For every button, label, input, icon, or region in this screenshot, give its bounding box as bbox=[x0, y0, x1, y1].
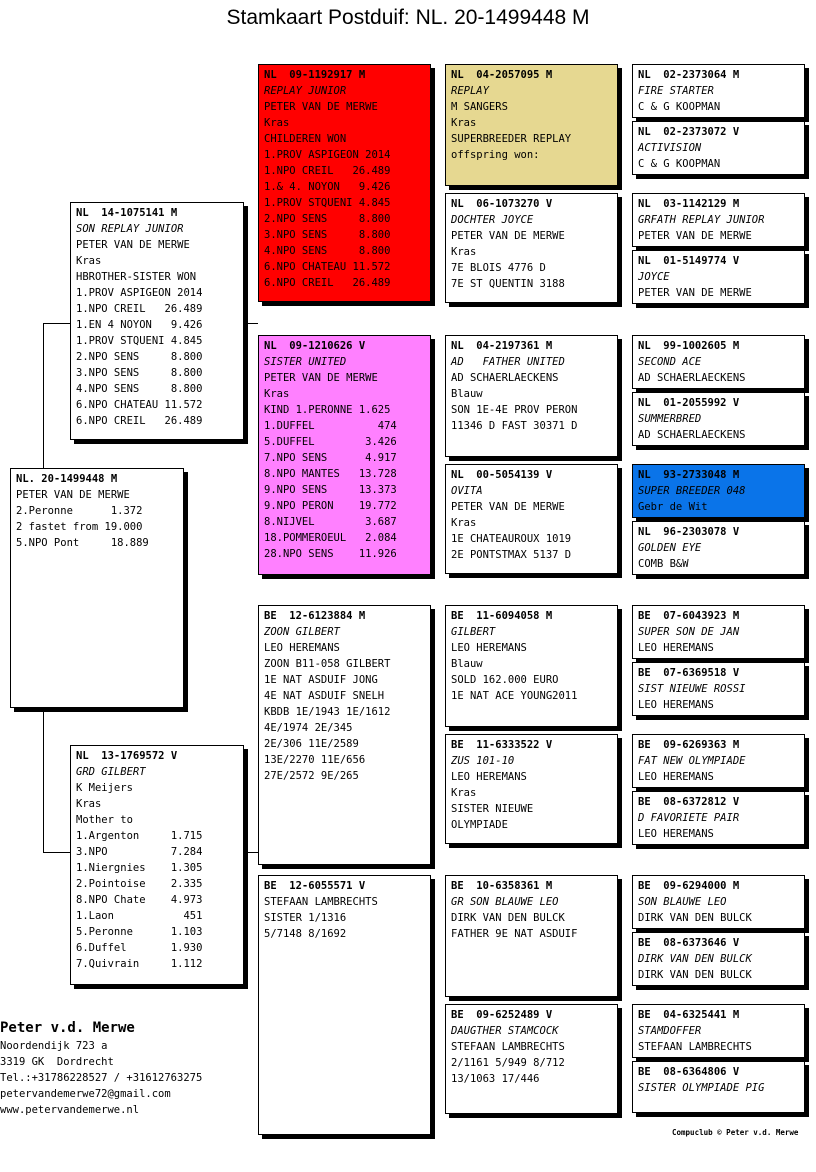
card-line: Kras bbox=[451, 117, 477, 129]
great-great-grandparent-card bbox=[632, 662, 805, 716]
card-line: COMB B&W bbox=[638, 558, 689, 570]
ring-number: BE 11-6333522 V bbox=[451, 739, 553, 751]
card-line: Mother to bbox=[76, 814, 133, 826]
connector-line bbox=[244, 852, 258, 853]
ring-number: NL 04-2057095 M bbox=[451, 69, 553, 81]
card-line: PETER VAN DE MERWE bbox=[638, 287, 752, 299]
card-line: LEO HEREMANS bbox=[638, 699, 714, 711]
pigeon-name: STAMDOFFER bbox=[638, 1025, 702, 1037]
great-great-grandparent-card bbox=[632, 392, 805, 446]
card-line: 1.EN 4 NOYON 9.426 bbox=[76, 319, 203, 331]
card-line: PETER VAN DE MERWE bbox=[451, 230, 565, 242]
card-line: 3.NPO 7.284 bbox=[76, 846, 203, 858]
pigeon-name: FAT NEW OLYMPIADE bbox=[638, 755, 746, 767]
pigeon-name: GOLDEN EYE bbox=[638, 542, 702, 554]
card-line: 8.NPO Chate 4.973 bbox=[76, 894, 203, 906]
card-line: 18.POMMEROEUL 2.084 bbox=[264, 532, 397, 544]
card-line: KIND 1.PERONNE 1.625 bbox=[264, 404, 391, 416]
ring-number: NL 01-2055992 V bbox=[638, 397, 740, 409]
card-line: LEO HEREMANS bbox=[638, 642, 714, 654]
ring-number: NL. 20-1499448 M bbox=[16, 473, 118, 485]
great-grandparent-card bbox=[445, 335, 618, 457]
card-line: KBDB 1E/1943 1E/1612 bbox=[264, 706, 391, 718]
card-line: SON 1E-4E PROV PERON bbox=[451, 404, 578, 416]
card-line: 1.PROV ASPIGEON 2014 bbox=[264, 149, 391, 161]
page-title: Stamkaart Postduif: NL. 20-1499448 M bbox=[226, 6, 590, 29]
owner-name: Peter v.d. Merwe bbox=[0, 1020, 135, 1036]
pigeon-name: SIST NIEUWE ROSSI bbox=[638, 683, 746, 695]
card-line: PETER VAN DE MERWE bbox=[16, 489, 130, 501]
card-line: CHILDEREN WON bbox=[264, 133, 347, 145]
pigeon-name: REPLAY JUNIOR bbox=[264, 85, 347, 97]
card-line: 8.NIJVEL 3.687 bbox=[264, 516, 397, 528]
ring-number: NL 13-1769572 V bbox=[76, 750, 178, 762]
card-line: SISTER NIEUWE bbox=[451, 803, 534, 815]
ring-number: NL 01-5149774 V bbox=[638, 255, 740, 267]
ring-number: BE 09-6269363 M bbox=[638, 739, 740, 751]
pigeon-name: SUMMERBRED bbox=[638, 413, 702, 425]
card-line: 1.NPO CREIL 26.489 bbox=[76, 303, 203, 315]
pigeon-name: GRFATH REPLAY JUNIOR bbox=[638, 214, 765, 226]
card-line: Blauw bbox=[451, 658, 483, 670]
connector-line bbox=[43, 323, 70, 324]
card-line: FATHER 9E NAT ASDUIF bbox=[451, 928, 578, 940]
pigeon-name: ZOON GILBERT bbox=[264, 626, 340, 638]
card-line: 27E/2572 9E/265 bbox=[264, 770, 359, 782]
card-line: K Meijers bbox=[76, 782, 133, 794]
pigeon-name: SISTER OLYMPIADE PIG bbox=[638, 1082, 765, 1094]
pigeon-name: GR SON BLAUWE LEO bbox=[451, 896, 559, 908]
pigeon-name: JOYCE bbox=[638, 271, 670, 283]
pigeon-name: SUPER BREEDER 048 bbox=[638, 485, 746, 497]
owner-contact bbox=[0, 1018, 202, 1118]
card-line: Gebr de Wit bbox=[638, 501, 708, 513]
card-line: 1E NAT ASDUIF JONG bbox=[264, 674, 378, 686]
card-line: LEO HEREMANS bbox=[638, 828, 714, 840]
ring-number: NL 14-1075141 M bbox=[76, 207, 178, 219]
card-line: AD SCHAERLAECKENS bbox=[638, 429, 746, 441]
card-line: 4E/1974 2E/345 bbox=[264, 722, 353, 734]
pigeon-name: ZUS 101-10 bbox=[451, 755, 515, 767]
great-grandparent-card bbox=[445, 193, 618, 303]
card-line: 5/7148 8/1692 bbox=[264, 928, 347, 940]
ring-number: NL 93-2733048 M bbox=[638, 469, 740, 481]
card-line: Kras bbox=[451, 246, 477, 258]
pigeon-name: AD FATHER UNITED bbox=[451, 356, 565, 368]
card-line: LEO HEREMANS bbox=[451, 642, 527, 654]
pigeon-name: GILBERT bbox=[451, 626, 496, 638]
card-line: DIRK VAN DEN BULCK bbox=[451, 912, 565, 924]
ring-number: BE 12-6123884 M bbox=[264, 610, 366, 622]
card-line: STEFAAN LAMBRECHTS bbox=[638, 1041, 752, 1053]
ring-number: NL 09-1192917 M bbox=[264, 69, 366, 81]
pigeon-name: ACTIVISION bbox=[638, 142, 702, 154]
great-grandparent-card bbox=[445, 734, 618, 844]
ring-number: BE 10-6358361 M bbox=[451, 880, 553, 892]
great-grandparent-card bbox=[445, 1004, 618, 1114]
card-line: Kras bbox=[264, 117, 290, 129]
pigeon-name: D FAVORIETE PAIR bbox=[638, 812, 740, 824]
card-line: 8.NPO MANTES 13.728 bbox=[264, 468, 397, 480]
card-line: 2 fastet from 19.000 bbox=[16, 521, 143, 533]
mother-card bbox=[70, 745, 244, 985]
card-line: 1E CHATEAUROUX 1019 bbox=[451, 533, 572, 545]
ring-number: BE 08-6372812 V bbox=[638, 796, 740, 808]
ring-number: NL 03-1142129 M bbox=[638, 198, 740, 210]
card-line: 1.Laon 451 bbox=[76, 910, 203, 922]
great-great-grandparent-card bbox=[632, 250, 805, 304]
ring-number: NL 02-2373072 V bbox=[638, 126, 740, 138]
card-line: 6.NPO CHATEAU 11.572 bbox=[76, 399, 203, 411]
grandparent-card bbox=[258, 335, 431, 575]
card-line: 5.DUFFEL 3.426 bbox=[264, 436, 397, 448]
pigeon-name: DIRK VAN DEN BULCK bbox=[638, 953, 752, 965]
pigeon-name: SON BLAUWE LEO bbox=[638, 896, 727, 908]
card-line: C & G KOOPMAN bbox=[638, 158, 721, 170]
pigeon-name: OVITA bbox=[451, 485, 483, 497]
card-line: 2.Peronne 1.372 bbox=[16, 505, 143, 517]
card-line: 7E BLOIS 4776 D bbox=[451, 262, 546, 274]
great-grandparent-card bbox=[445, 875, 618, 997]
card-line: 3.NPO SENS 8.800 bbox=[76, 367, 203, 379]
card-line: Kras bbox=[451, 787, 477, 799]
great-grandparent-card bbox=[445, 64, 618, 186]
owner-contact-line: www.petervandemerwe.nl bbox=[0, 1104, 140, 1116]
grandparent-card bbox=[258, 605, 431, 865]
card-line: AD SCHAERLAECKENS bbox=[451, 372, 559, 384]
card-line: 1.DUFFEL 474 bbox=[264, 420, 397, 432]
pigeon-name: GRD GILBERT bbox=[76, 766, 146, 778]
card-line: C & G KOOPMAN bbox=[638, 101, 721, 113]
connector-line bbox=[43, 323, 44, 468]
great-grandparent-card bbox=[445, 464, 618, 574]
grandparent-card bbox=[258, 875, 431, 1135]
card-line: 1.PROV STQUENI 4.845 bbox=[76, 335, 203, 347]
ring-number: BE 09-6252489 V bbox=[451, 1009, 553, 1021]
owner-contact-line: 3319 GK Dordrecht bbox=[0, 1056, 114, 1068]
great-great-grandparent-card bbox=[632, 64, 805, 118]
grandparent-card bbox=[258, 64, 431, 302]
card-line: AD SCHAERLAECKENS bbox=[638, 372, 746, 384]
card-line: 28.NPO SENS 11.926 bbox=[264, 548, 397, 560]
software-credit: Compuclub © Peter v.d. Merwe bbox=[672, 1128, 799, 1137]
card-line: Kras bbox=[451, 517, 477, 529]
ring-number: BE 11-6094058 M bbox=[451, 610, 553, 622]
card-line: 6.Duffel 1.930 bbox=[76, 942, 203, 954]
card-line: 6.NPO CHATEAU 11.572 bbox=[264, 261, 391, 273]
card-line: 1.PROV ASPIGEON 2014 bbox=[76, 287, 203, 299]
great-great-grandparent-card bbox=[632, 121, 805, 175]
card-line: PETER VAN DE MERWE bbox=[264, 101, 378, 113]
card-line: 4.NPO SENS 8.800 bbox=[76, 383, 203, 395]
ring-number: NL 06-1073270 V bbox=[451, 198, 553, 210]
card-line: PETER VAN DE MERWE bbox=[76, 239, 190, 251]
owner-contact-line: Noordendijk 723 a bbox=[0, 1040, 108, 1052]
great-great-grandparent-card bbox=[632, 464, 805, 518]
card-line: SISTER 1/1316 bbox=[264, 912, 347, 924]
card-line: DIRK VAN DEN BULCK bbox=[638, 912, 752, 924]
card-line: SOLD 162.000 EURO bbox=[451, 674, 559, 686]
card-line: HBROTHER-SISTER WON bbox=[76, 271, 197, 283]
card-line: 9.NPO SENS 13.373 bbox=[264, 484, 397, 496]
owner-contact-line: Tel.:+31786228527 / +31612763275 bbox=[0, 1072, 203, 1084]
card-line: 7.NPO SENS 4.917 bbox=[264, 452, 397, 464]
card-line: 1.PROV STQUENI 4.845 bbox=[264, 197, 391, 209]
connector-line bbox=[244, 323, 258, 324]
card-line: Kras bbox=[76, 798, 102, 810]
pigeon-name: SUPER SON DE JAN bbox=[638, 626, 740, 638]
card-line: 4E NAT ASDUIF SNELH bbox=[264, 690, 385, 702]
great-grandparent-card bbox=[445, 605, 618, 727]
card-line: 6.NPO CREIL 26.489 bbox=[264, 277, 391, 289]
ring-number: BE 09-6294000 M bbox=[638, 880, 740, 892]
card-line: 2.Pointoise 2.335 bbox=[76, 878, 203, 890]
subject-pigeon-card bbox=[10, 468, 184, 708]
ring-number: NL 99-1002605 M bbox=[638, 340, 740, 352]
great-great-grandparent-card bbox=[632, 1061, 805, 1113]
card-line: STEFAAN LAMBRECHTS bbox=[451, 1041, 565, 1053]
pigeon-name: SON REPLAY JUNIOR bbox=[76, 223, 184, 235]
card-line: 2.NPO SENS 8.800 bbox=[264, 213, 391, 225]
card-line: 5.Peronne 1.103 bbox=[76, 926, 203, 938]
card-line: 4.NPO SENS 8.800 bbox=[264, 245, 391, 257]
card-line: ZOON B11-058 GILBERT bbox=[264, 658, 391, 670]
card-line: SUPERBREEDER REPLAY bbox=[451, 133, 572, 145]
ring-number: BE 04-6325441 M bbox=[638, 1009, 740, 1021]
card-line: OLYMPIADE bbox=[451, 819, 508, 831]
great-great-grandparent-card bbox=[632, 875, 805, 929]
pigeon-name: SISTER UNITED bbox=[264, 356, 347, 368]
card-line: PETER VAN DE MERWE bbox=[264, 372, 378, 384]
ring-number: BE 08-6364806 V bbox=[638, 1066, 740, 1078]
connector-line bbox=[43, 712, 44, 852]
card-line: 1.NPO CREIL 26.489 bbox=[264, 165, 391, 177]
card-line: 1.& 4. NOYON 9.426 bbox=[264, 181, 391, 193]
card-line: Kras bbox=[264, 388, 290, 400]
card-line: 1.Argenton 1.715 bbox=[76, 830, 203, 842]
pigeon-name: DOCHTER JOYCE bbox=[451, 214, 534, 226]
card-line: 7.Quivrain 1.112 bbox=[76, 958, 203, 970]
card-line: 2.NPO SENS 8.800 bbox=[76, 351, 203, 363]
card-line: 3.NPO SENS 8.800 bbox=[264, 229, 391, 241]
card-line: 11346 D FAST 30371 D bbox=[451, 420, 578, 432]
card-line: 1E NAT ACE YOUNG2011 bbox=[451, 690, 578, 702]
card-line: Blauw bbox=[451, 388, 483, 400]
card-line: 2/1161 5/949 8/712 bbox=[451, 1057, 565, 1069]
card-line: 2E PONTSTMAX 5137 D bbox=[451, 549, 572, 561]
ring-number: BE 07-6043923 M bbox=[638, 610, 740, 622]
card-line: Kras bbox=[76, 255, 102, 267]
card-line: DIRK VAN DEN BULCK bbox=[638, 969, 752, 981]
card-line: LEO HEREMANS bbox=[638, 771, 714, 783]
card-line: LEO HEREMANS bbox=[451, 771, 527, 783]
owner-contact-line: petervandemerwe72@gmail.com bbox=[0, 1088, 171, 1100]
card-line: 1.Niergnies 1.305 bbox=[76, 862, 203, 874]
great-great-grandparent-card bbox=[632, 1004, 805, 1058]
connector-line bbox=[43, 852, 70, 853]
ring-number: BE 12-6055571 V bbox=[264, 880, 366, 892]
father-card bbox=[70, 202, 244, 440]
card-line: 5.NPO Pont 18.889 bbox=[16, 537, 149, 549]
ring-number: NL 96-2303078 V bbox=[638, 526, 740, 538]
card-line: PETER VAN DE MERWE bbox=[638, 230, 752, 242]
great-great-grandparent-card bbox=[632, 932, 805, 986]
great-great-grandparent-card bbox=[632, 521, 805, 575]
card-line: offspring won: bbox=[451, 149, 540, 161]
pigeon-name: SECOND ACE bbox=[638, 356, 702, 368]
card-line: 9.NPO PERON 19.772 bbox=[264, 500, 397, 512]
pigeon-name: DAUGTHER STAMCOCK bbox=[451, 1025, 559, 1037]
card-line: 7E ST QUENTIN 3188 bbox=[451, 278, 565, 290]
pigeon-name: FIRE STARTER bbox=[638, 85, 714, 97]
ring-number: NL 04-2197361 M bbox=[451, 340, 553, 352]
ring-number: BE 08-6373646 V bbox=[638, 937, 740, 949]
great-great-grandparent-card bbox=[632, 734, 805, 788]
card-line: PETER VAN DE MERWE bbox=[451, 501, 565, 513]
great-great-grandparent-card bbox=[632, 335, 805, 389]
card-line: 13E/2270 11E/656 bbox=[264, 754, 366, 766]
card-line: 6.NPO CREIL 26.489 bbox=[76, 415, 203, 427]
card-line: LEO HEREMANS bbox=[264, 642, 340, 654]
ring-number: NL 00-5054139 V bbox=[451, 469, 553, 481]
pigeon-name: REPLAY bbox=[451, 85, 489, 97]
ring-number: NL 09-1210626 V bbox=[264, 340, 366, 352]
card-line: STEFAAN LAMBRECHTS bbox=[264, 896, 378, 908]
card-line: M SANGERS bbox=[451, 101, 508, 113]
ring-number: NL 02-2373064 M bbox=[638, 69, 740, 81]
card-line: 13/1063 17/446 bbox=[451, 1073, 540, 1085]
ring-number: BE 07-6369518 V bbox=[638, 667, 740, 679]
card-line: 2E/306 11E/2589 bbox=[264, 738, 359, 750]
great-great-grandparent-card bbox=[632, 791, 805, 845]
great-great-grandparent-card bbox=[632, 605, 805, 659]
great-great-grandparent-card bbox=[632, 193, 805, 247]
